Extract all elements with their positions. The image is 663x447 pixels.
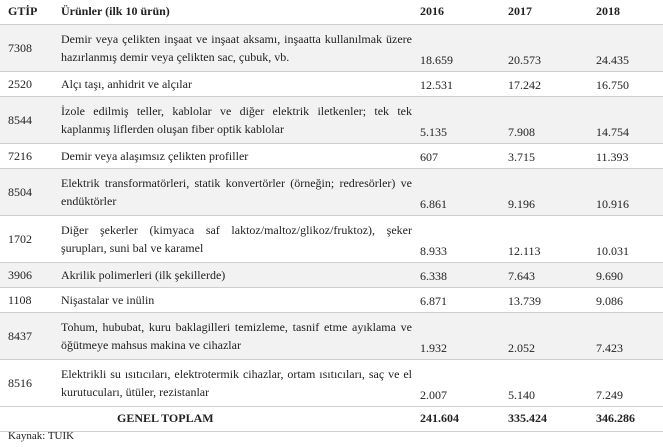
total-value-2018: 346.286 <box>596 406 663 431</box>
row-value-2016: 18.659 <box>420 24 508 71</box>
row-value-2016: 1.932 <box>420 312 508 359</box>
row-value-2018: 9.690 <box>596 262 663 287</box>
row-value-2017: 13.739 <box>508 287 596 312</box>
table-row <box>0 287 663 312</box>
row-value-2016: 8.933 <box>420 215 508 262</box>
total-value-2017: 335.424 <box>508 406 596 431</box>
row-product-name: Tohum, hububat, kuru baklagilleri temizleme, tasnif etme ayıklama ve öğütmeye mahsus makina ve cihazlar <box>53 312 420 359</box>
table-row <box>0 24 663 71</box>
header-code: GTİP <box>0 0 53 24</box>
table-row <box>0 168 663 215</box>
row-product-name: Nişastalar ve inülin <box>53 287 420 312</box>
table-row <box>0 359 663 406</box>
header-row <box>0 0 663 24</box>
table-row <box>0 312 663 359</box>
row-value-2018: 16.750 <box>596 71 663 96</box>
row-value-2016: 5.135 <box>420 96 508 143</box>
header-2017: 2017 <box>508 0 596 24</box>
row-value-2016: 607 <box>420 143 508 168</box>
row-value-2018: 10.031 <box>596 215 663 262</box>
table-row <box>0 262 663 287</box>
row-code: 1108 <box>0 287 53 312</box>
row-product-name: Alçı taşı, anhidrit ve alçılar <box>53 71 420 96</box>
row-value-2017: 3.715 <box>508 143 596 168</box>
row-value-2017: 7.643 <box>508 262 596 287</box>
row-value-2016: 6.861 <box>420 168 508 215</box>
row-value-2017: 20.573 <box>508 24 596 71</box>
row-value-2016: 6.338 <box>420 262 508 287</box>
table-row <box>0 143 663 168</box>
row-code: 1702 <box>0 215 53 262</box>
row-product-name: Demir veya alaşımsız çelikten profiller <box>53 143 420 168</box>
row-value-2018: 14.754 <box>596 96 663 143</box>
row-code: 8544 <box>0 96 53 143</box>
row-value-2018: 11.393 <box>596 143 663 168</box>
table-body <box>0 24 663 406</box>
source-note: Kaynak: TUIK <box>8 430 75 442</box>
header-2018: 2018 <box>596 0 663 24</box>
row-value-2018: 7.423 <box>596 312 663 359</box>
table-header <box>0 0 663 24</box>
row-code: 8437 <box>0 312 53 359</box>
total-row <box>0 406 663 431</box>
row-value-2018: 7.249 <box>596 359 663 406</box>
row-value-2017: 9.196 <box>508 168 596 215</box>
total-value-2016: 241.604 <box>420 406 508 431</box>
row-product-name: İzole edilmiş teller, kablolar ve diğer elektrik iletkenler; tek tek kaplanmış liflerden oluşan fiber optik kablolar <box>53 96 420 143</box>
header-2016: 2016 <box>420 0 508 24</box>
row-product-name: Diğer şekerler (kimyaca saf laktoz/maltoz/glikoz/fruktoz), şeker şurupları, suni bal ve karamel <box>53 215 420 262</box>
row-product-name: Akrilik polimerleri (ilk şekillerde) <box>53 262 420 287</box>
table-row <box>0 215 663 262</box>
row-code: 7308 <box>0 24 53 71</box>
row-value-2017: 2.052 <box>508 312 596 359</box>
table-row <box>0 71 663 96</box>
row-value-2017: 12.113 <box>508 215 596 262</box>
row-code: 3906 <box>0 262 53 287</box>
row-product-name: Demir veya çelikten inşaat ve inşaat aksamı, inşaatta kullanılmak üzere hazırlanmış demir veya çelikten sac, çubuk, vb. <box>53 24 420 71</box>
row-value-2017: 17.242 <box>508 71 596 96</box>
header-products: Ürünler (ilk 10 ürün) <box>53 0 420 24</box>
row-value-2016: 6.871 <box>420 287 508 312</box>
row-value-2017: 7.908 <box>508 96 596 143</box>
table-footer <box>0 406 663 431</box>
row-product-name: Elektrikli su ısıtıcıları, elektrotermik cihazlar, ortam ısıtıcıları, saç ve el kurutucuları, ütüler, rezistanlar <box>53 359 420 406</box>
row-code: 2520 <box>0 71 53 96</box>
row-value-2016: 12.531 <box>420 71 508 96</box>
row-value-2016: 2.007 <box>420 359 508 406</box>
row-code: 8504 <box>0 168 53 215</box>
row-code: 7216 <box>0 143 53 168</box>
row-value-2018: 24.435 <box>596 24 663 71</box>
row-code: 8516 <box>0 359 53 406</box>
row-value-2017: 5.140 <box>508 359 596 406</box>
total-code-empty <box>0 406 53 431</box>
total-label: GENEL TOPLAM <box>53 406 420 431</box>
row-value-2018: 9.086 <box>596 287 663 312</box>
row-product-name: Elektrik transformatörleri, statik konvertörler (örneğin; redresörler) ve endüktörler <box>53 168 420 215</box>
table-row <box>0 96 663 143</box>
row-value-2018: 10.916 <box>596 168 663 215</box>
